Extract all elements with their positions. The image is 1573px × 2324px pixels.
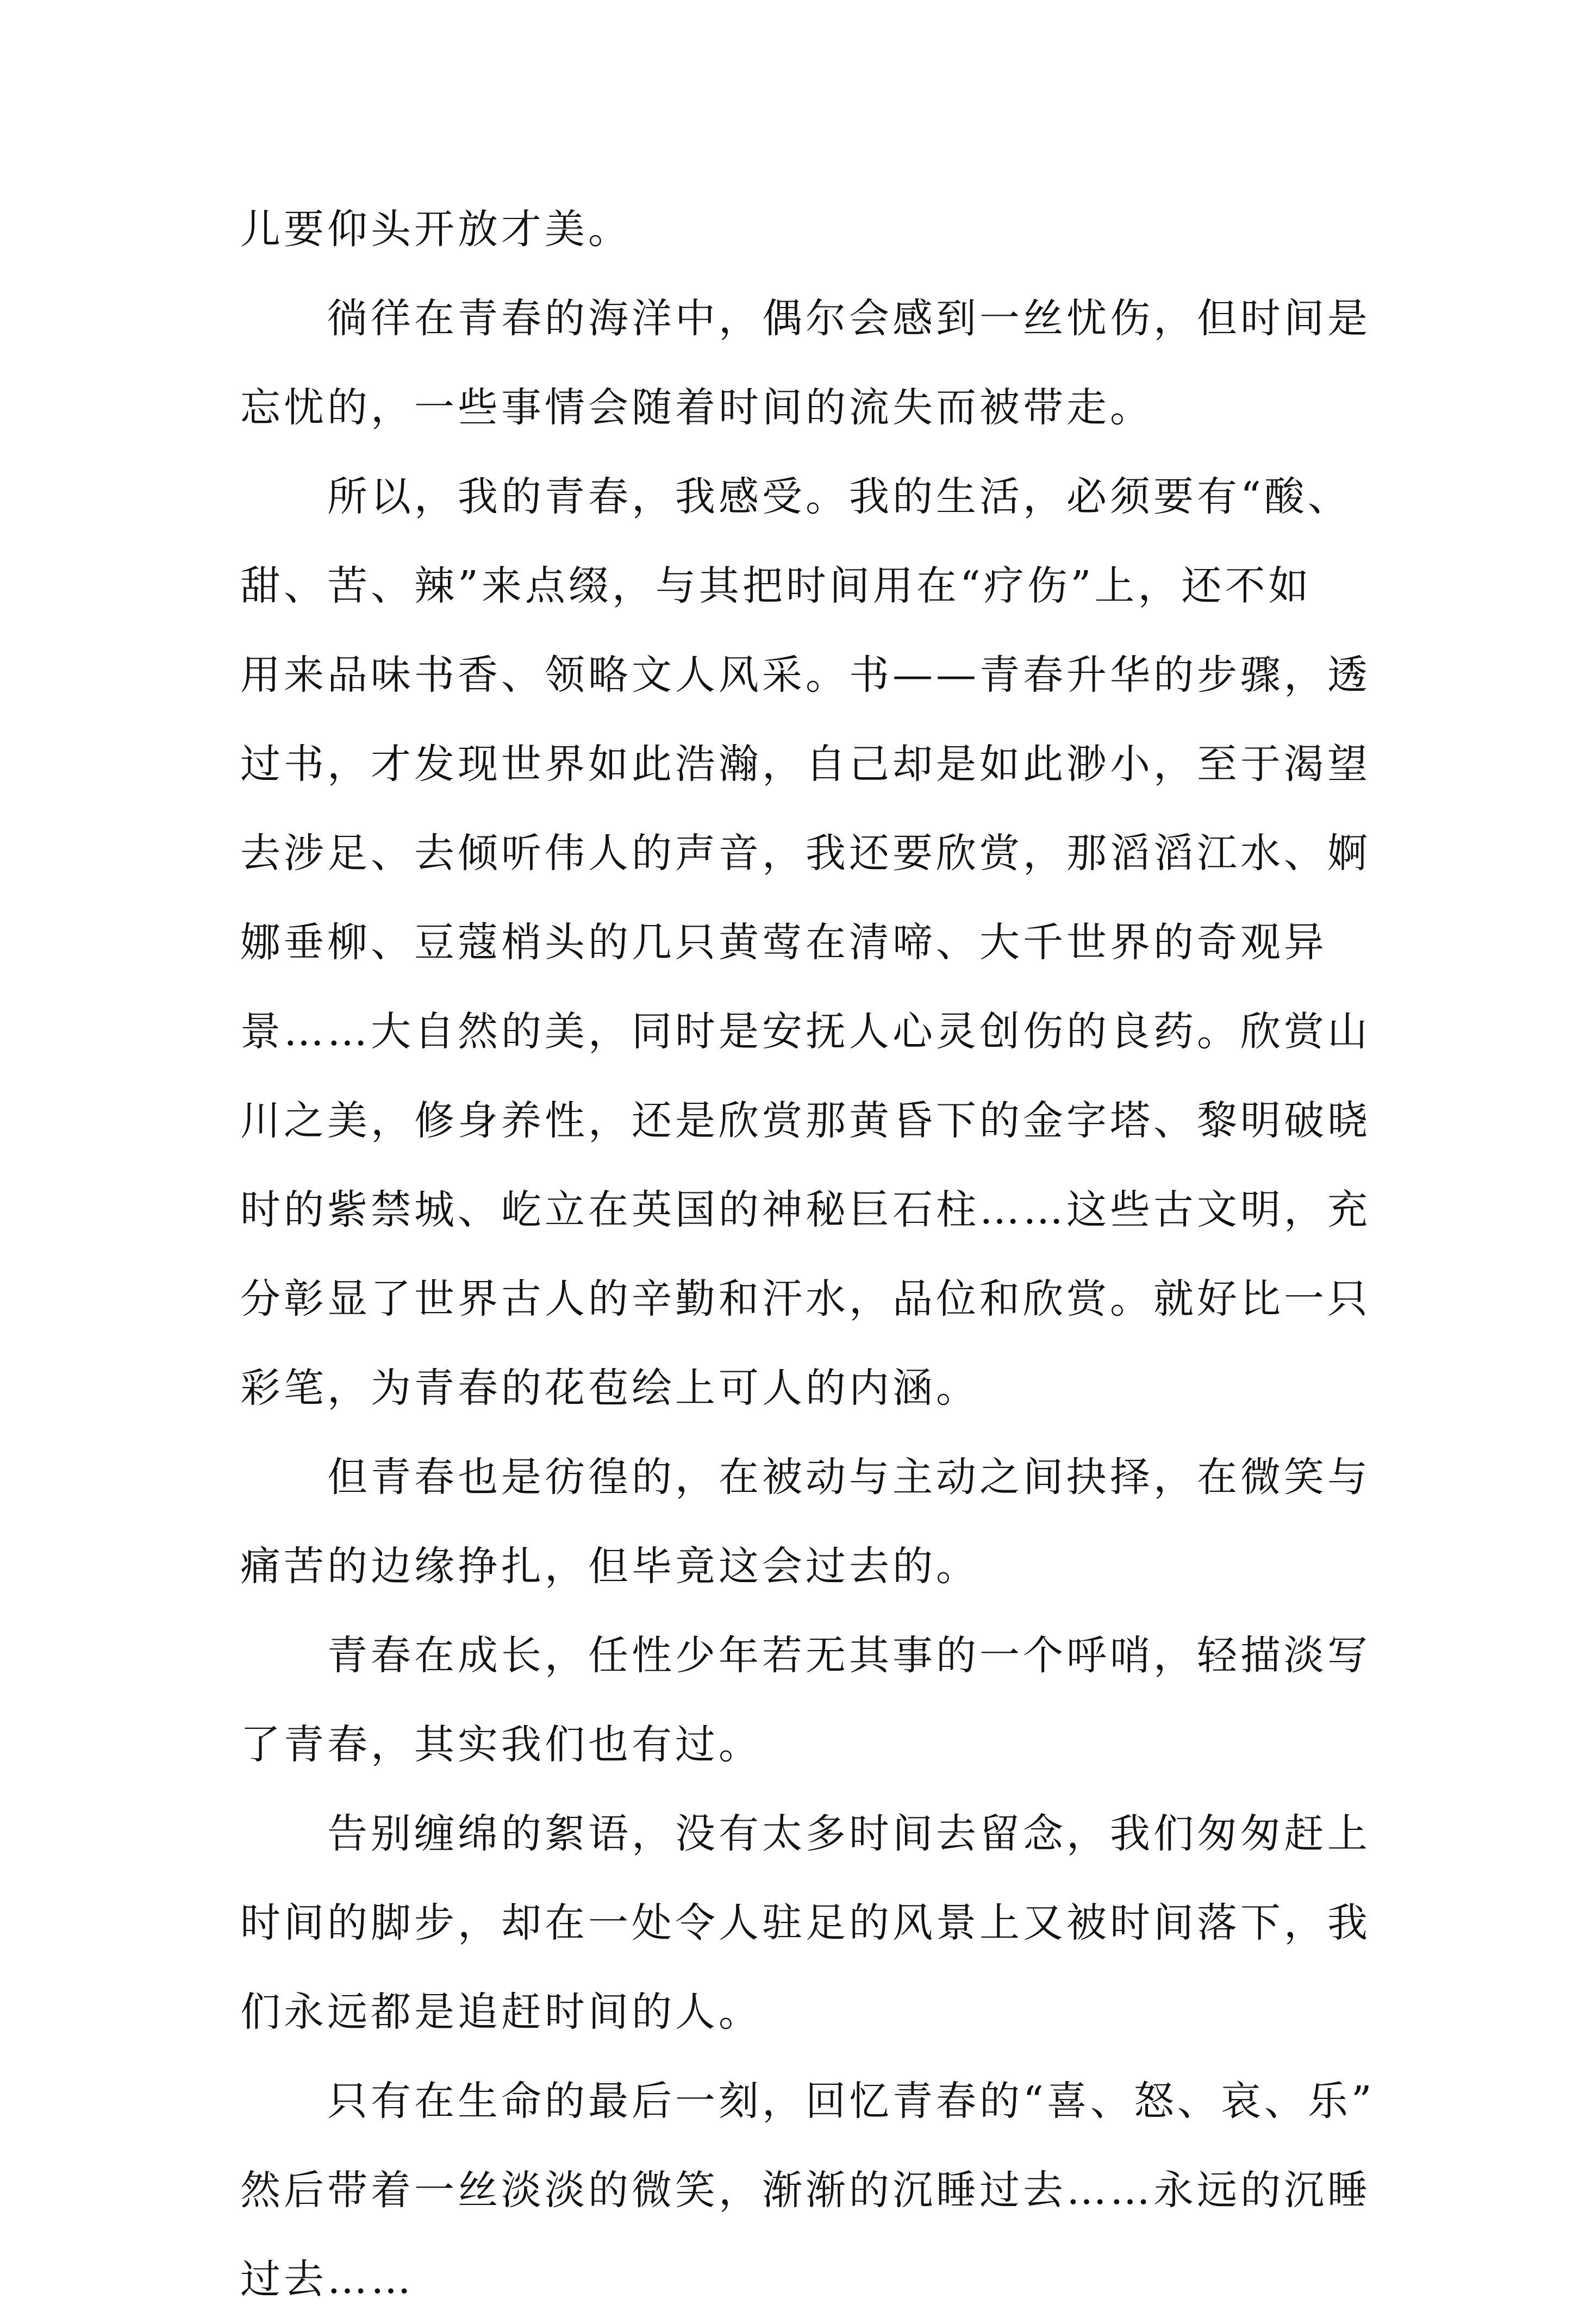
text-line: 娜垂柳、豆蔻梢头的几只黄莺在清啼、大千世界的奇观异	[240, 919, 1327, 966]
text-line: 儿要仰头开放才美。	[240, 206, 632, 253]
text-line: 景……大自然的美，同时是安抚人心灵创伤的良药。欣赏山	[240, 1008, 1371, 1055]
paragraph-start-line: 只有在生命的最后一刻，回忆青春的“喜、怒、哀、乐”	[327, 2078, 1375, 2125]
paragraph-start-line: 告别缠绵的絮语，没有太多时间去留念，我们匆匆赶上	[327, 1810, 1371, 1857]
text-line: 痛苦的边缘挣扎，但毕竟这会过去的。	[240, 1543, 979, 1590]
text-line: 然后带着一丝淡淡的微笑，渐渐的沉睡过去……永远的沉睡	[240, 2167, 1371, 2214]
text-line: 时的紫禁城、屹立在英国的神秘巨石柱……这些古文明，充	[240, 1186, 1371, 1233]
paragraph-start-line: 但青春也是彷徨的，在被动与主动之间抉择，在微笑与	[327, 1454, 1371, 1501]
text-line: 用来品味书香、领略文人风采。书——青春升华的步骤，透	[240, 652, 1371, 698]
document-body	[240, 185, 1375, 2324]
text-line: 时间的脚步，却在一处令人驻足的风景上又被时间落下，我	[240, 1900, 1371, 1946]
text-line: 们永远都是追赶时间的人。	[240, 1989, 762, 2035]
text-line: 了青春，其实我们也有过。	[240, 1721, 762, 1768]
text-line: 过书，才发现世界如此浩瀚，自己却是如此渺小，至于渴望	[240, 741, 1371, 788]
text-line: 去涉足、去倾听伟人的声音，我还要欣赏，那滔滔江水、婀	[240, 830, 1371, 877]
paragraph-start-line: 青春在成长，任性少年若无其事的一个呼哨，轻描淡写	[327, 1632, 1371, 1679]
text-line: 彩笔，为青春的花苞绘上可人的内涵。	[240, 1365, 979, 1411]
paragraph-start-line: 徜徉在青春的海洋中，偶尔会感到一丝忧伤，但时间是	[327, 295, 1371, 342]
text-line: 过去……	[240, 2256, 414, 2303]
paragraph-start-line: 所以，我的青春，我感受。我的生活，必须要有“酸、	[327, 473, 1351, 520]
text-line: 甜、苦、辣”来点缀，与其把时间用在“疗伤”上，还不如	[240, 563, 1312, 609]
text-line: 分彰显了世界古人的辛勤和汗水，品位和欣赏。就好比一只	[240, 1276, 1371, 1322]
text-line: 川之美，修身养性，还是欣赏那黄昏下的金字塔、黎明破晓	[240, 1097, 1371, 1144]
text-line: 忘忧的，一些事情会随着时间的流失而被带走。	[240, 384, 1153, 431]
